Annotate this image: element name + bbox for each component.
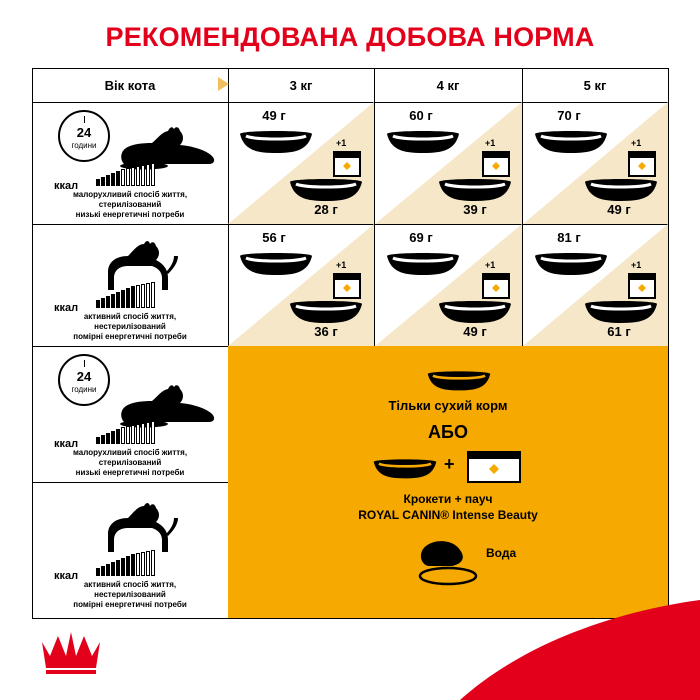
pouch-icon-r1-5kg (627, 150, 657, 178)
profile-desc-1-line2: стерилізований (98, 200, 162, 209)
mixed-amount-r1-3kg: 28 г (314, 202, 338, 217)
energy-bars-2 (96, 282, 155, 308)
dry-amount-r1-5kg: 70 г (557, 108, 581, 123)
clock-24h-icon-1 (58, 110, 112, 162)
bowl-icon-mixed-r2-4kg (437, 298, 513, 324)
bowl-icon-mixed-r1-3kg (288, 176, 364, 202)
energy-bars-4 (96, 550, 155, 576)
pouch-icon-r2-3kg (332, 272, 362, 300)
header-weight-5kg: 5 кг (583, 77, 607, 93)
clock-hours-2: 24 (76, 369, 92, 384)
plus-one-r2-3kg: +1 (336, 260, 347, 270)
portion-cell-r2-5kg (523, 224, 668, 346)
clock-unit-2: години (71, 385, 97, 394)
dry-amount-r2-4kg: 69 г (409, 230, 433, 245)
profile-cell-3 (32, 346, 228, 482)
bowl-icon-r1-4kg (385, 128, 461, 154)
header-weight-3kg: 3 кг (289, 77, 313, 93)
profile-desc-1-line3: низькі енергетичні потреби (75, 210, 185, 219)
bowl-icon-r1-3kg (238, 128, 314, 154)
pouch-icon-r2-5kg (627, 272, 657, 300)
plus-one-r1-4kg: +1 (485, 138, 496, 148)
profile-desc-3-line3: низькі енергетичні потреби (75, 468, 185, 477)
bowl-icon-mixed-r2-3kg (288, 298, 364, 324)
profile-desc-2-line1: активний спосіб життя, (83, 312, 177, 321)
profile-desc-3-line2: стерилізований (98, 458, 162, 467)
bowl-icon-dry-only (426, 368, 492, 392)
bowl-icon-r2-3kg (238, 250, 314, 276)
dry-amount-r2-5kg: 81 г (557, 230, 581, 245)
kcal-label-4: ккал (54, 570, 79, 582)
bowl-icon-mixed-r1-5kg (583, 176, 659, 202)
profile-desc-4-line3: помірні енергетичні потреби (73, 600, 187, 609)
bowl-icon-mixed-r1-4kg (437, 176, 513, 202)
header-weight-4kg: 4 кг (436, 77, 460, 93)
energy-bars-1 (96, 164, 155, 186)
pouch-icon-r1-3kg (332, 150, 362, 178)
profile-desc-2-line3: помірні енергетичні потреби (73, 332, 187, 341)
profile-desc-4-line2: нестерилізований (94, 590, 166, 599)
royal-canin-logo (36, 626, 106, 678)
profile-desc-3-line1: малорухливий спосіб життя, (72, 448, 188, 457)
decorative-swoosh (400, 590, 700, 700)
mixed-amount-r1-5kg: 49 г (607, 202, 631, 217)
table-border-right (668, 68, 669, 618)
bowl-icon-r2-4kg (385, 250, 461, 276)
pouch-icon-intense-beauty (466, 450, 522, 484)
profile-cell-4 (32, 482, 228, 618)
profile-desc-4 (32, 580, 228, 610)
mixed-amount-r2-3kg: 36 г (314, 324, 338, 339)
dry-amount-r1-3kg: 49 г (262, 108, 286, 123)
mixed-amount-r2-4kg: 49 г (463, 324, 487, 339)
plus-one-r1-5kg: +1 (631, 138, 642, 148)
kcal-label-1: ккал (54, 180, 79, 192)
bowl-icon-mix (372, 456, 438, 480)
header-age: Вік кота (104, 77, 156, 93)
pouch-icon-r2-4kg (481, 272, 511, 300)
clock-24h-icon-2 (58, 354, 112, 406)
clock-hours-1: 24 (76, 125, 92, 140)
pouch-icon-r1-4kg (481, 150, 511, 178)
dry-amount-r2-3kg: 56 г (262, 230, 286, 245)
energy-bars-3 (96, 422, 155, 444)
profile-desc-4-line1: активний спосіб життя, (83, 580, 177, 589)
portion-cell-r2-3kg (228, 224, 374, 346)
profile-cell-1 (32, 102, 228, 224)
clock-unit-1: години (71, 141, 97, 150)
portion-cell-r2-4kg (375, 224, 522, 346)
dry-only-label: Тільки сухий корм (388, 398, 508, 413)
feeding-options-panel (228, 346, 668, 618)
portion-cell-r1-4kg (375, 102, 522, 224)
feeding-table (32, 68, 668, 618)
walking-cat-icon-3 (94, 500, 180, 556)
kcal-label-2: ккал (54, 302, 79, 314)
profile-desc-1 (32, 190, 228, 220)
profile-cell-2 (32, 224, 228, 346)
bowl-icon-r1-5kg (533, 128, 609, 154)
kcal-label-3: ккал (54, 438, 79, 450)
profile-desc-1-line1: малорухливий спосіб життя, (72, 190, 188, 199)
dry-amount-r1-4kg: 60 г (409, 108, 433, 123)
plus-one-r2-5kg: +1 (631, 260, 642, 270)
profile-desc-2-line2: нестерилізований (94, 322, 166, 331)
portion-cell-r1-5kg (523, 102, 668, 224)
plus-sign: + (444, 454, 455, 474)
bowl-icon-r2-5kg (533, 250, 609, 276)
mixed-amount-r1-4kg: 39 г (463, 202, 487, 217)
mixed-amount-r2-5kg: 61 г (607, 324, 631, 339)
page-title: РЕКОМЕНДОВАНА ДОБОВА НОРМА (105, 22, 595, 52)
profile-desc-3 (32, 448, 228, 478)
water-bowl-icon (414, 540, 484, 586)
plus-one-r2-4kg: +1 (485, 260, 496, 270)
mix-label-line2: ROYAL CANIN® Intense Beauty (358, 508, 538, 522)
plus-one-r1-3kg: +1 (336, 138, 347, 148)
portion-cell-r1-3kg (228, 102, 374, 224)
mix-label-line1: Крокети + пауч (403, 492, 493, 506)
bowl-icon-mixed-r2-5kg (583, 298, 659, 324)
profile-desc-2 (32, 312, 228, 342)
water-label: Вода (486, 546, 517, 560)
or-label: АБО (428, 422, 468, 442)
